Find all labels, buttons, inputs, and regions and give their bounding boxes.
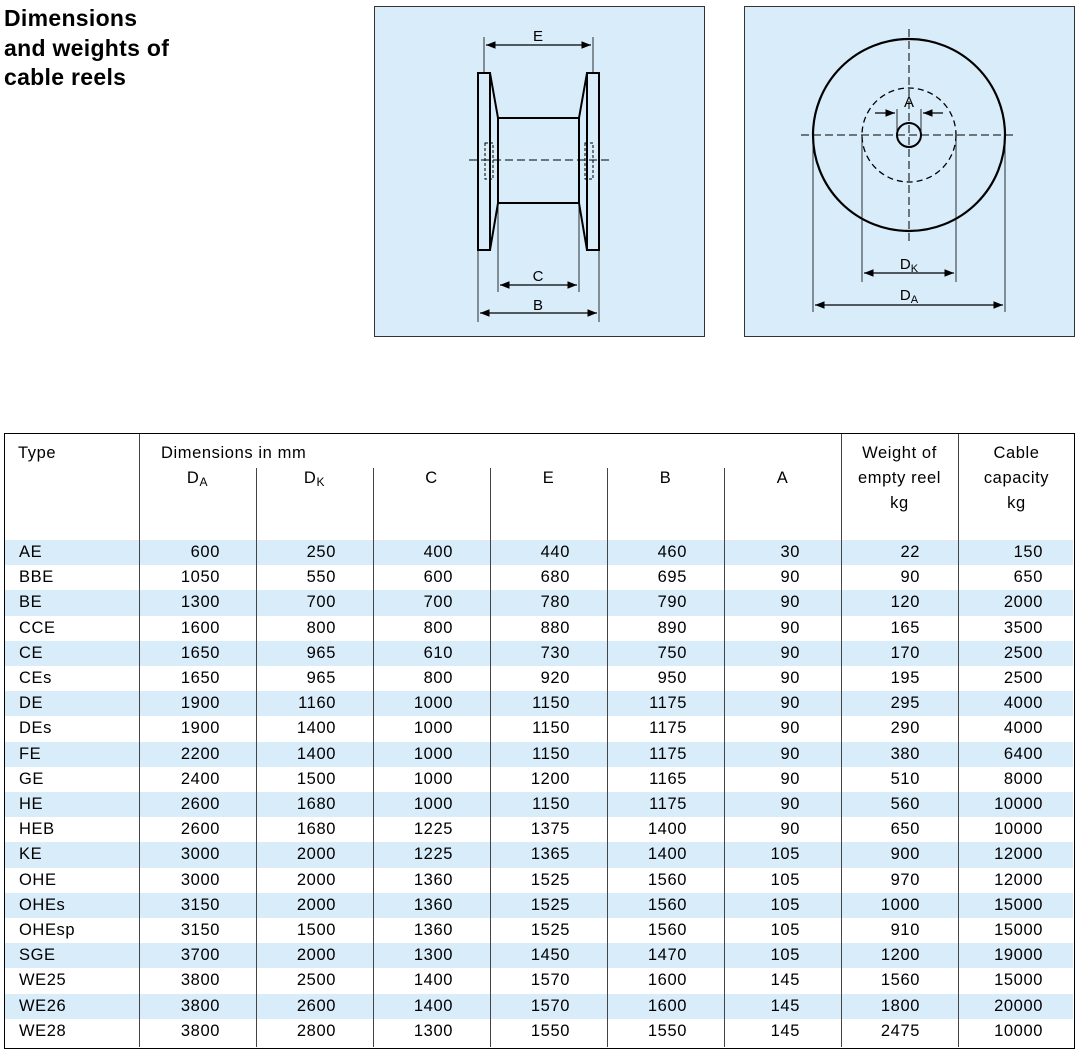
cell-value: 1800 bbox=[880, 996, 920, 1015]
cell-value: 700 bbox=[423, 593, 453, 612]
cell-value: 1550 bbox=[530, 1021, 570, 1040]
table-row bbox=[5, 590, 1073, 615]
cell-type: AE bbox=[19, 543, 43, 561]
cell-value: 1560 bbox=[647, 921, 687, 939]
cell-value: 600 bbox=[423, 568, 453, 587]
cell-type: DE bbox=[19, 694, 44, 713]
cell-value: 1150 bbox=[532, 744, 570, 763]
cell-value: 90 bbox=[900, 568, 920, 587]
cell-value: 3150 bbox=[180, 895, 220, 914]
cell-value: 90 bbox=[780, 618, 800, 637]
table-row bbox=[5, 968, 1073, 993]
cell-value: 10000 bbox=[994, 820, 1043, 839]
cell-value: 1000 bbox=[413, 769, 453, 788]
cell-value: 145 bbox=[770, 996, 800, 1015]
cell-value: 2400 bbox=[180, 769, 220, 788]
cell-value: 965 bbox=[306, 669, 336, 687]
cell-value: 1900 bbox=[180, 719, 220, 738]
cell-value: 1600 bbox=[647, 971, 687, 990]
cell-value: 920 bbox=[540, 669, 570, 687]
cell-value: 380 bbox=[890, 744, 920, 763]
cell-value: 290 bbox=[890, 719, 920, 738]
cell-value: 4000 bbox=[1003, 694, 1043, 713]
cell-value: 1225 bbox=[413, 845, 453, 864]
table-row bbox=[5, 742, 1073, 767]
cell-value: 560 bbox=[890, 795, 920, 813]
dim-label-c: C bbox=[532, 268, 544, 285]
cell-value: 1000 bbox=[880, 895, 920, 914]
cell-value: 1175 bbox=[649, 795, 687, 813]
cell-value: 1570 bbox=[530, 971, 570, 990]
cell-value: 90 bbox=[780, 694, 800, 713]
cell-type: WE26 bbox=[19, 996, 67, 1015]
cell-value: 15000 bbox=[994, 895, 1043, 914]
cell-value: 700 bbox=[306, 593, 336, 612]
cell-value: 15000 bbox=[994, 971, 1043, 990]
cell-value: 695 bbox=[657, 568, 687, 587]
cell-type: HE bbox=[19, 795, 44, 813]
cell-value: 90 bbox=[780, 669, 800, 687]
cell-value: 650 bbox=[890, 820, 920, 839]
table-row bbox=[5, 767, 1073, 792]
cell-value: 1300 bbox=[413, 1021, 453, 1040]
cell-value: 3800 bbox=[180, 1021, 220, 1040]
table-row bbox=[5, 893, 1073, 918]
side-view-drawing bbox=[375, 7, 706, 338]
cell-value: 1225 bbox=[413, 820, 453, 839]
table-row bbox=[5, 641, 1073, 666]
cell-value: 2500 bbox=[296, 971, 336, 990]
cell-value: 1680 bbox=[296, 795, 336, 813]
cell-value: 1175 bbox=[649, 694, 687, 713]
table-row bbox=[5, 691, 1073, 716]
cell-value: 1175 bbox=[649, 719, 687, 738]
cell-value: 90 bbox=[780, 744, 800, 763]
cell-value: 90 bbox=[780, 795, 800, 813]
cell-value: 1000 bbox=[413, 694, 453, 713]
table-row bbox=[5, 868, 1073, 893]
cell-value: 3700 bbox=[180, 946, 220, 965]
cell-type: FE bbox=[19, 744, 42, 763]
cell-value: 1560 bbox=[647, 870, 687, 889]
dim-label-a: A bbox=[903, 94, 915, 111]
cell-value: 900 bbox=[890, 845, 920, 864]
cell-value: 1560 bbox=[647, 895, 687, 914]
cell-type: OHEs bbox=[19, 895, 66, 914]
cell-value: 1600 bbox=[647, 996, 687, 1015]
cell-value: 20000 bbox=[994, 996, 1043, 1015]
cell-value: 1470 bbox=[647, 946, 687, 965]
cell-type: OHE bbox=[19, 870, 57, 889]
cell-value: 1450 bbox=[530, 946, 570, 965]
cell-value: 1650 bbox=[180, 669, 220, 687]
cell-type: DEs bbox=[19, 719, 52, 738]
cell-value: 910 bbox=[890, 921, 920, 939]
cell-value: 1000 bbox=[413, 744, 453, 763]
cell-value: 90 bbox=[780, 643, 800, 662]
cell-type: BE bbox=[19, 593, 43, 612]
cell-value: 2000 bbox=[296, 870, 336, 889]
cell-value: 1400 bbox=[413, 996, 453, 1015]
cell-value: 1900 bbox=[180, 694, 220, 713]
cell-value: 2000 bbox=[296, 946, 336, 965]
cell-value: 90 bbox=[780, 568, 800, 587]
cell-value: 1400 bbox=[296, 744, 336, 763]
table-row bbox=[5, 616, 1073, 641]
cell-value: 600 bbox=[190, 543, 220, 561]
table-row bbox=[5, 994, 1073, 1019]
table-row bbox=[5, 817, 1073, 842]
cell-value: 105 bbox=[770, 845, 800, 864]
cell-value: 90 bbox=[780, 769, 800, 788]
cell-type: HEB bbox=[19, 820, 55, 839]
column-divider bbox=[139, 434, 140, 1047]
header-dimensions-group: Dimensions in mm bbox=[161, 444, 307, 462]
cell-value: 2000 bbox=[296, 845, 336, 864]
cell-value: 3000 bbox=[180, 870, 220, 889]
cell-value: 440 bbox=[540, 543, 570, 561]
front-view-diagram bbox=[744, 6, 1075, 337]
cell-value: 2000 bbox=[1003, 593, 1043, 612]
dim-label-dk: $D_K$ bbox=[899, 256, 919, 275]
column-divider bbox=[724, 468, 725, 1047]
cell-value: 1300 bbox=[180, 593, 220, 612]
cell-value: 15000 bbox=[994, 921, 1043, 939]
header-weight-line1: Weight of bbox=[862, 444, 937, 462]
cell-value: 250 bbox=[306, 543, 336, 561]
table-row bbox=[5, 918, 1073, 943]
cell-value: 510 bbox=[890, 769, 920, 788]
cell-value: 1000 bbox=[413, 719, 453, 738]
cell-value: 800 bbox=[306, 618, 336, 637]
cell-value: 145 bbox=[770, 1021, 800, 1040]
column-divider bbox=[490, 468, 491, 1047]
cell-value: 1525 bbox=[530, 921, 570, 939]
cell-value: 1175 bbox=[649, 744, 687, 763]
cell-value: 1160 bbox=[298, 694, 336, 713]
cell-value: 3500 bbox=[1003, 618, 1043, 637]
cell-value: 19000 bbox=[994, 946, 1043, 965]
column-divider bbox=[256, 468, 257, 1047]
table-row bbox=[5, 716, 1073, 741]
column-divider bbox=[841, 434, 842, 1047]
cell-value: 1400 bbox=[647, 820, 687, 839]
cell-value: 1680 bbox=[296, 820, 336, 839]
cell-value: 6400 bbox=[1003, 744, 1043, 763]
cell-value: 105 bbox=[770, 921, 800, 939]
reel-dimensions-table bbox=[4, 433, 1075, 1049]
cell-value: 10000 bbox=[994, 1021, 1043, 1040]
cell-value: 12000 bbox=[994, 845, 1043, 864]
header-capacity-line2: capacity bbox=[983, 469, 1050, 487]
cell-type: OHEsp bbox=[19, 921, 76, 939]
header-capacity-line1: Cable bbox=[993, 444, 1040, 462]
header-weight-line3: kg bbox=[890, 494, 909, 512]
header-b: B bbox=[659, 469, 672, 487]
cell-value: 780 bbox=[540, 593, 570, 612]
cell-value: 460 bbox=[657, 543, 687, 561]
cell-value: 3150 bbox=[180, 921, 220, 939]
cell-value: 2500 bbox=[1003, 643, 1043, 662]
cell-value: 1300 bbox=[413, 946, 453, 965]
header-capacity-line3: kg bbox=[1007, 494, 1026, 512]
header-weight-line2: empty reel bbox=[857, 469, 942, 487]
cell-value: 120 bbox=[890, 593, 920, 612]
cell-value: 1500 bbox=[296, 769, 336, 788]
cell-value: 195 bbox=[890, 669, 920, 687]
cell-value: 165 bbox=[890, 618, 920, 637]
table-row bbox=[5, 943, 1073, 968]
cell-value: 90 bbox=[780, 593, 800, 612]
cell-value: 1600 bbox=[180, 618, 220, 637]
dim-label-b: B bbox=[532, 297, 544, 314]
cell-value: 2600 bbox=[180, 795, 220, 813]
column-divider bbox=[607, 468, 608, 1047]
table-row bbox=[5, 842, 1073, 867]
cell-value: 2475 bbox=[880, 1021, 920, 1040]
cell-value: 1365 bbox=[530, 845, 570, 864]
cell-value: 1400 bbox=[296, 719, 336, 738]
cell-value: 2500 bbox=[1003, 669, 1043, 687]
column-divider bbox=[373, 468, 374, 1047]
cell-type: CEs bbox=[19, 669, 52, 687]
cell-value: 650 bbox=[1013, 568, 1043, 587]
cell-value: 8000 bbox=[1003, 769, 1043, 788]
cell-value: 1150 bbox=[532, 694, 570, 713]
cell-value: 3800 bbox=[180, 971, 220, 990]
cell-value: 1150 bbox=[532, 719, 570, 738]
cell-type: WE28 bbox=[19, 1021, 67, 1040]
cell-value: 22 bbox=[900, 543, 920, 561]
cell-value: 105 bbox=[770, 870, 800, 889]
cell-value: 2800 bbox=[296, 1021, 336, 1040]
header-c: C bbox=[425, 469, 438, 487]
cell-type: SGE bbox=[19, 946, 56, 965]
cell-value: 1200 bbox=[880, 946, 920, 965]
cell-value: 1360 bbox=[413, 921, 453, 939]
cell-value: 1570 bbox=[530, 996, 570, 1015]
cell-type: GE bbox=[19, 769, 45, 788]
cell-value: 1525 bbox=[530, 895, 570, 914]
table-row bbox=[5, 1019, 1073, 1044]
column-divider bbox=[958, 434, 959, 1047]
cell-value: 90 bbox=[780, 820, 800, 839]
dim-label-da: $D_A$ bbox=[899, 287, 919, 306]
header-da: $D_A$ bbox=[186, 469, 209, 489]
header-type: Type bbox=[18, 444, 57, 462]
cell-value: 400 bbox=[423, 543, 453, 561]
header-a: A bbox=[776, 469, 789, 487]
cell-type: CCE bbox=[19, 618, 56, 637]
cell-value: 1525 bbox=[530, 870, 570, 889]
cell-value: 730 bbox=[540, 643, 570, 662]
table-row bbox=[5, 540, 1073, 565]
cell-value: 105 bbox=[770, 946, 800, 965]
cell-value: 145 bbox=[770, 971, 800, 990]
cell-value: 965 bbox=[306, 643, 336, 662]
cell-value: 1500 bbox=[296, 921, 336, 939]
cell-value: 30 bbox=[780, 543, 800, 561]
cell-value: 750 bbox=[657, 643, 687, 662]
cell-type: BBE bbox=[19, 568, 54, 587]
cell-value: 1360 bbox=[413, 895, 453, 914]
page-title: Dimensions and weights of cable reels bbox=[4, 5, 170, 90]
side-view-diagram bbox=[374, 6, 705, 337]
cell-value: 1375 bbox=[530, 820, 570, 839]
cell-value: 170 bbox=[890, 643, 920, 662]
cell-value: 1000 bbox=[413, 795, 453, 813]
cell-value: 890 bbox=[657, 618, 687, 637]
table-row bbox=[5, 666, 1073, 691]
cell-value: 90 bbox=[780, 719, 800, 738]
cell-value: 150 bbox=[1013, 543, 1043, 561]
cell-value: 800 bbox=[423, 618, 453, 637]
cell-value: 1150 bbox=[532, 795, 570, 813]
cell-value: 12000 bbox=[994, 870, 1043, 889]
cell-value: 880 bbox=[540, 618, 570, 637]
cell-value: 1400 bbox=[647, 845, 687, 864]
cell-type: WE25 bbox=[19, 971, 67, 990]
cell-value: 610 bbox=[423, 643, 453, 662]
cell-value: 1050 bbox=[180, 568, 220, 587]
cell-value: 1360 bbox=[413, 870, 453, 889]
cell-value: 2000 bbox=[296, 895, 336, 914]
cell-value: 1165 bbox=[649, 769, 687, 788]
front-view-drawing bbox=[745, 7, 1076, 338]
cell-value: 295 bbox=[890, 694, 920, 713]
cell-value: 2200 bbox=[180, 744, 220, 763]
cell-value: 105 bbox=[770, 895, 800, 914]
cell-value: 680 bbox=[540, 568, 570, 587]
table-row bbox=[5, 565, 1073, 590]
cell-value: 1400 bbox=[413, 971, 453, 990]
table-row bbox=[5, 792, 1073, 817]
cell-value: 3000 bbox=[180, 845, 220, 864]
cell-value: 970 bbox=[890, 870, 920, 889]
cell-value: 800 bbox=[423, 669, 453, 687]
dim-label-e: E bbox=[532, 28, 544, 45]
cell-value: 4000 bbox=[1003, 719, 1043, 738]
cell-value: 1200 bbox=[530, 769, 570, 788]
cell-type: KE bbox=[19, 845, 43, 864]
cell-value: 790 bbox=[657, 593, 687, 612]
cell-value: 3800 bbox=[180, 996, 220, 1015]
header-dk: $D_K$ bbox=[303, 469, 326, 489]
cell-value: 1650 bbox=[180, 643, 220, 662]
cell-value: 1560 bbox=[880, 971, 920, 990]
cell-value: 10000 bbox=[994, 795, 1043, 813]
cell-value: 2600 bbox=[296, 996, 336, 1015]
cell-type: CE bbox=[19, 643, 44, 662]
cell-value: 550 bbox=[306, 568, 336, 587]
header-e: E bbox=[542, 469, 555, 487]
cell-value: 950 bbox=[657, 669, 687, 687]
cell-value: 1550 bbox=[647, 1021, 687, 1040]
cell-value: 2600 bbox=[180, 820, 220, 839]
